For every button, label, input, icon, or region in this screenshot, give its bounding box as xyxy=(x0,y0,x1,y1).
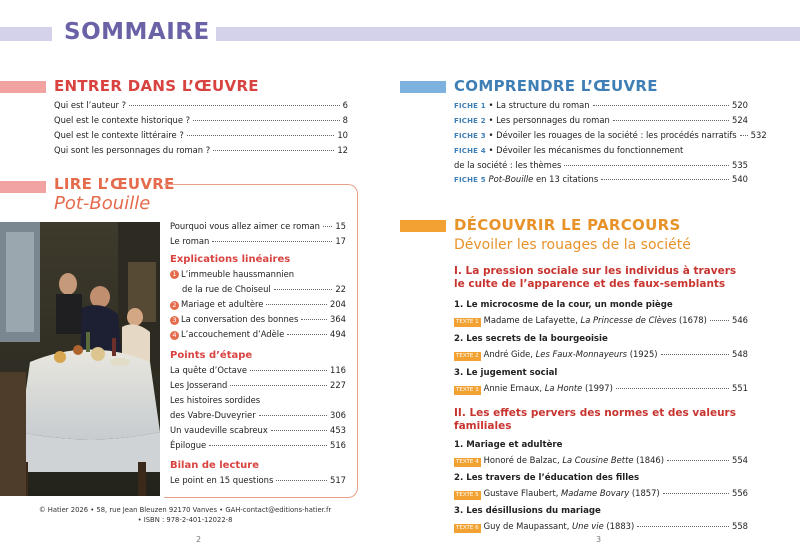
toc-row[interactable]: 2 Mariage et adultère 204 xyxy=(170,297,346,312)
toc-row[interactable]: TEXTE 6 Guy de Maupassant, Une vie (1883) 558 xyxy=(456,521,748,531)
toc-row[interactable]: 4 L’accouchement d’Adèle 494 xyxy=(170,327,346,342)
part-heading: I. La pression sociale sur les individus à travers le culte de l’apparence et des faux-semblants xyxy=(454,265,737,290)
part-heading: II. Les effets pervers des normes et des valeurs familiales xyxy=(454,407,736,432)
toc-row[interactable]: TEXTE 4 Honoré de Balzac, La Cousine Bette (1846) 554 xyxy=(456,455,748,465)
toc-row[interactable]: Épilogue 516 xyxy=(170,440,346,450)
parcours-part1 xyxy=(454,265,748,396)
page-number-left: 2 xyxy=(196,535,202,544)
points-heading: Points d’étape xyxy=(170,350,253,361)
parcours-subtitle: Dévoiler les rouages de la société xyxy=(454,237,691,253)
item-heading: 2. Les travers de l’éducation des filles xyxy=(454,473,640,483)
toc-row[interactable]: 3 La conversation des bonnes 364 xyxy=(170,312,346,327)
lire-subtitle: Pot-Bouille xyxy=(54,193,151,214)
explications-list xyxy=(170,252,346,342)
footer-credits: © Hatier 2026 • 58, rue Jean Bleuzen 92170 Vanves • GAH-contact@editions-hatier.fr • ISBN : 978-2-401-12022-8 xyxy=(38,506,332,524)
toc-row[interactable]: FICHE 3 • Dévoiler les rouages de la société : les procédés narratifs 532 xyxy=(454,130,767,140)
page-number-right: 3 xyxy=(596,535,602,544)
parcours-title: DÉCOUVRIR LE PARCOURS xyxy=(454,216,681,234)
toc-row[interactable]: des Vabre-Duveyrier 306 xyxy=(170,410,346,420)
parcours-part2 xyxy=(454,407,748,534)
texte-tag: TEXTE 5 xyxy=(456,492,479,498)
toc-row[interactable]: Quel est le contexte historique ? 8 xyxy=(54,115,348,125)
texte-tag: TEXTE 6 xyxy=(456,525,479,531)
texte-tag: TEXTE 2 xyxy=(456,353,479,359)
explications-heading: Explications linéaires xyxy=(170,254,291,265)
number-badge: 2 xyxy=(170,301,179,310)
toc-row[interactable]: Le point en 15 questions 517 xyxy=(170,475,346,485)
number-badge: 3 xyxy=(170,316,179,325)
number-badge: 1 xyxy=(170,270,179,279)
toc-line: 1 L’immeuble haussmannien xyxy=(170,267,346,282)
number-badge: 4 xyxy=(170,331,179,340)
comprendre-bar xyxy=(400,81,446,93)
parcours-bar xyxy=(400,220,446,232)
header-band-right xyxy=(196,27,800,41)
toc-row[interactable]: Qui sont les personnages du roman ? 12 xyxy=(54,145,348,155)
toc-row[interactable]: Pourquoi vous allez aimer ce roman 15 xyxy=(170,221,346,231)
toc-row[interactable]: La quête d’Octave 116 xyxy=(170,365,346,375)
toc-row[interactable]: Qui est l’auteur ? 6 xyxy=(54,100,348,110)
item-heading: 1. Le microcosme de la cour, un monde piège xyxy=(454,300,673,310)
toc-row[interactable]: de la rue de Choiseul 22 xyxy=(182,284,346,294)
toc-row[interactable]: Un vaudeville scabreux 453 xyxy=(170,425,346,435)
entrer-title: ENTRER DANS L’ŒUVRE xyxy=(54,77,259,95)
item-heading: 3. Les désillusions du mariage xyxy=(454,506,601,516)
toc-row[interactable]: TEXTE 5 Gustave Flaubert, Madame Bovary (1857) 556 xyxy=(456,488,748,498)
toc-row[interactable]: TEXTE 1 Madame de Lafayette, La Princesse de Clèves (1678) 546 xyxy=(456,315,748,325)
points-list xyxy=(170,348,346,453)
painting-image xyxy=(0,222,160,496)
toc-row[interactable]: de la société : les thèmes 535 xyxy=(454,160,748,170)
entrer-bar xyxy=(0,81,46,93)
toc-line: Les histoires sordides xyxy=(170,395,261,405)
item-heading: 2. Les secrets de la bourgeoisie xyxy=(454,334,608,344)
header-band-left xyxy=(0,27,52,41)
page-title: SOMMAIRE xyxy=(58,19,216,45)
lire-bar xyxy=(0,181,46,193)
toc-row[interactable]: FICHE 2 • Les personnages du roman 524 xyxy=(454,115,748,125)
entrer-list xyxy=(54,98,348,158)
toc-row[interactable]: FICHE 5 Pot-Bouille en 13 citations 540 xyxy=(454,174,748,184)
bilan-heading: Bilan de lecture xyxy=(170,460,259,471)
bilan-list xyxy=(170,458,346,488)
toc-line: FICHE 4 • Dévoiler les mécanismes du fonctionnement xyxy=(454,145,684,155)
comprendre-title: COMPRENDRE L’ŒUVRE xyxy=(454,77,658,95)
toc-row[interactable]: TEXTE 3 Annie Ernaux, La Honte (1997) 551 xyxy=(456,383,748,393)
toc-row[interactable]: TEXTE 2 André Gide, Les Faux-Monnayeurs (1925) 548 xyxy=(456,349,748,359)
toc-row[interactable]: Le roman 17 xyxy=(170,236,346,246)
item-heading: 3. Le jugement social xyxy=(454,368,558,378)
toc-row[interactable]: Les Josserand 227 xyxy=(170,380,346,390)
lire-intro xyxy=(170,219,346,249)
lire-title: LIRE L’ŒUVRE xyxy=(54,175,175,193)
toc-row[interactable]: Quel est le contexte littéraire ? 10 xyxy=(54,130,348,140)
comprendre-list xyxy=(454,98,767,187)
texte-tag: TEXTE 1 xyxy=(456,319,479,325)
item-heading: 1. Mariage et adultère xyxy=(454,440,563,450)
toc-row[interactable]: FICHE 1 • La structure du roman 520 xyxy=(454,100,748,110)
texte-tag: TEXTE 4 xyxy=(456,459,479,465)
texte-tag: TEXTE 3 xyxy=(456,387,479,393)
